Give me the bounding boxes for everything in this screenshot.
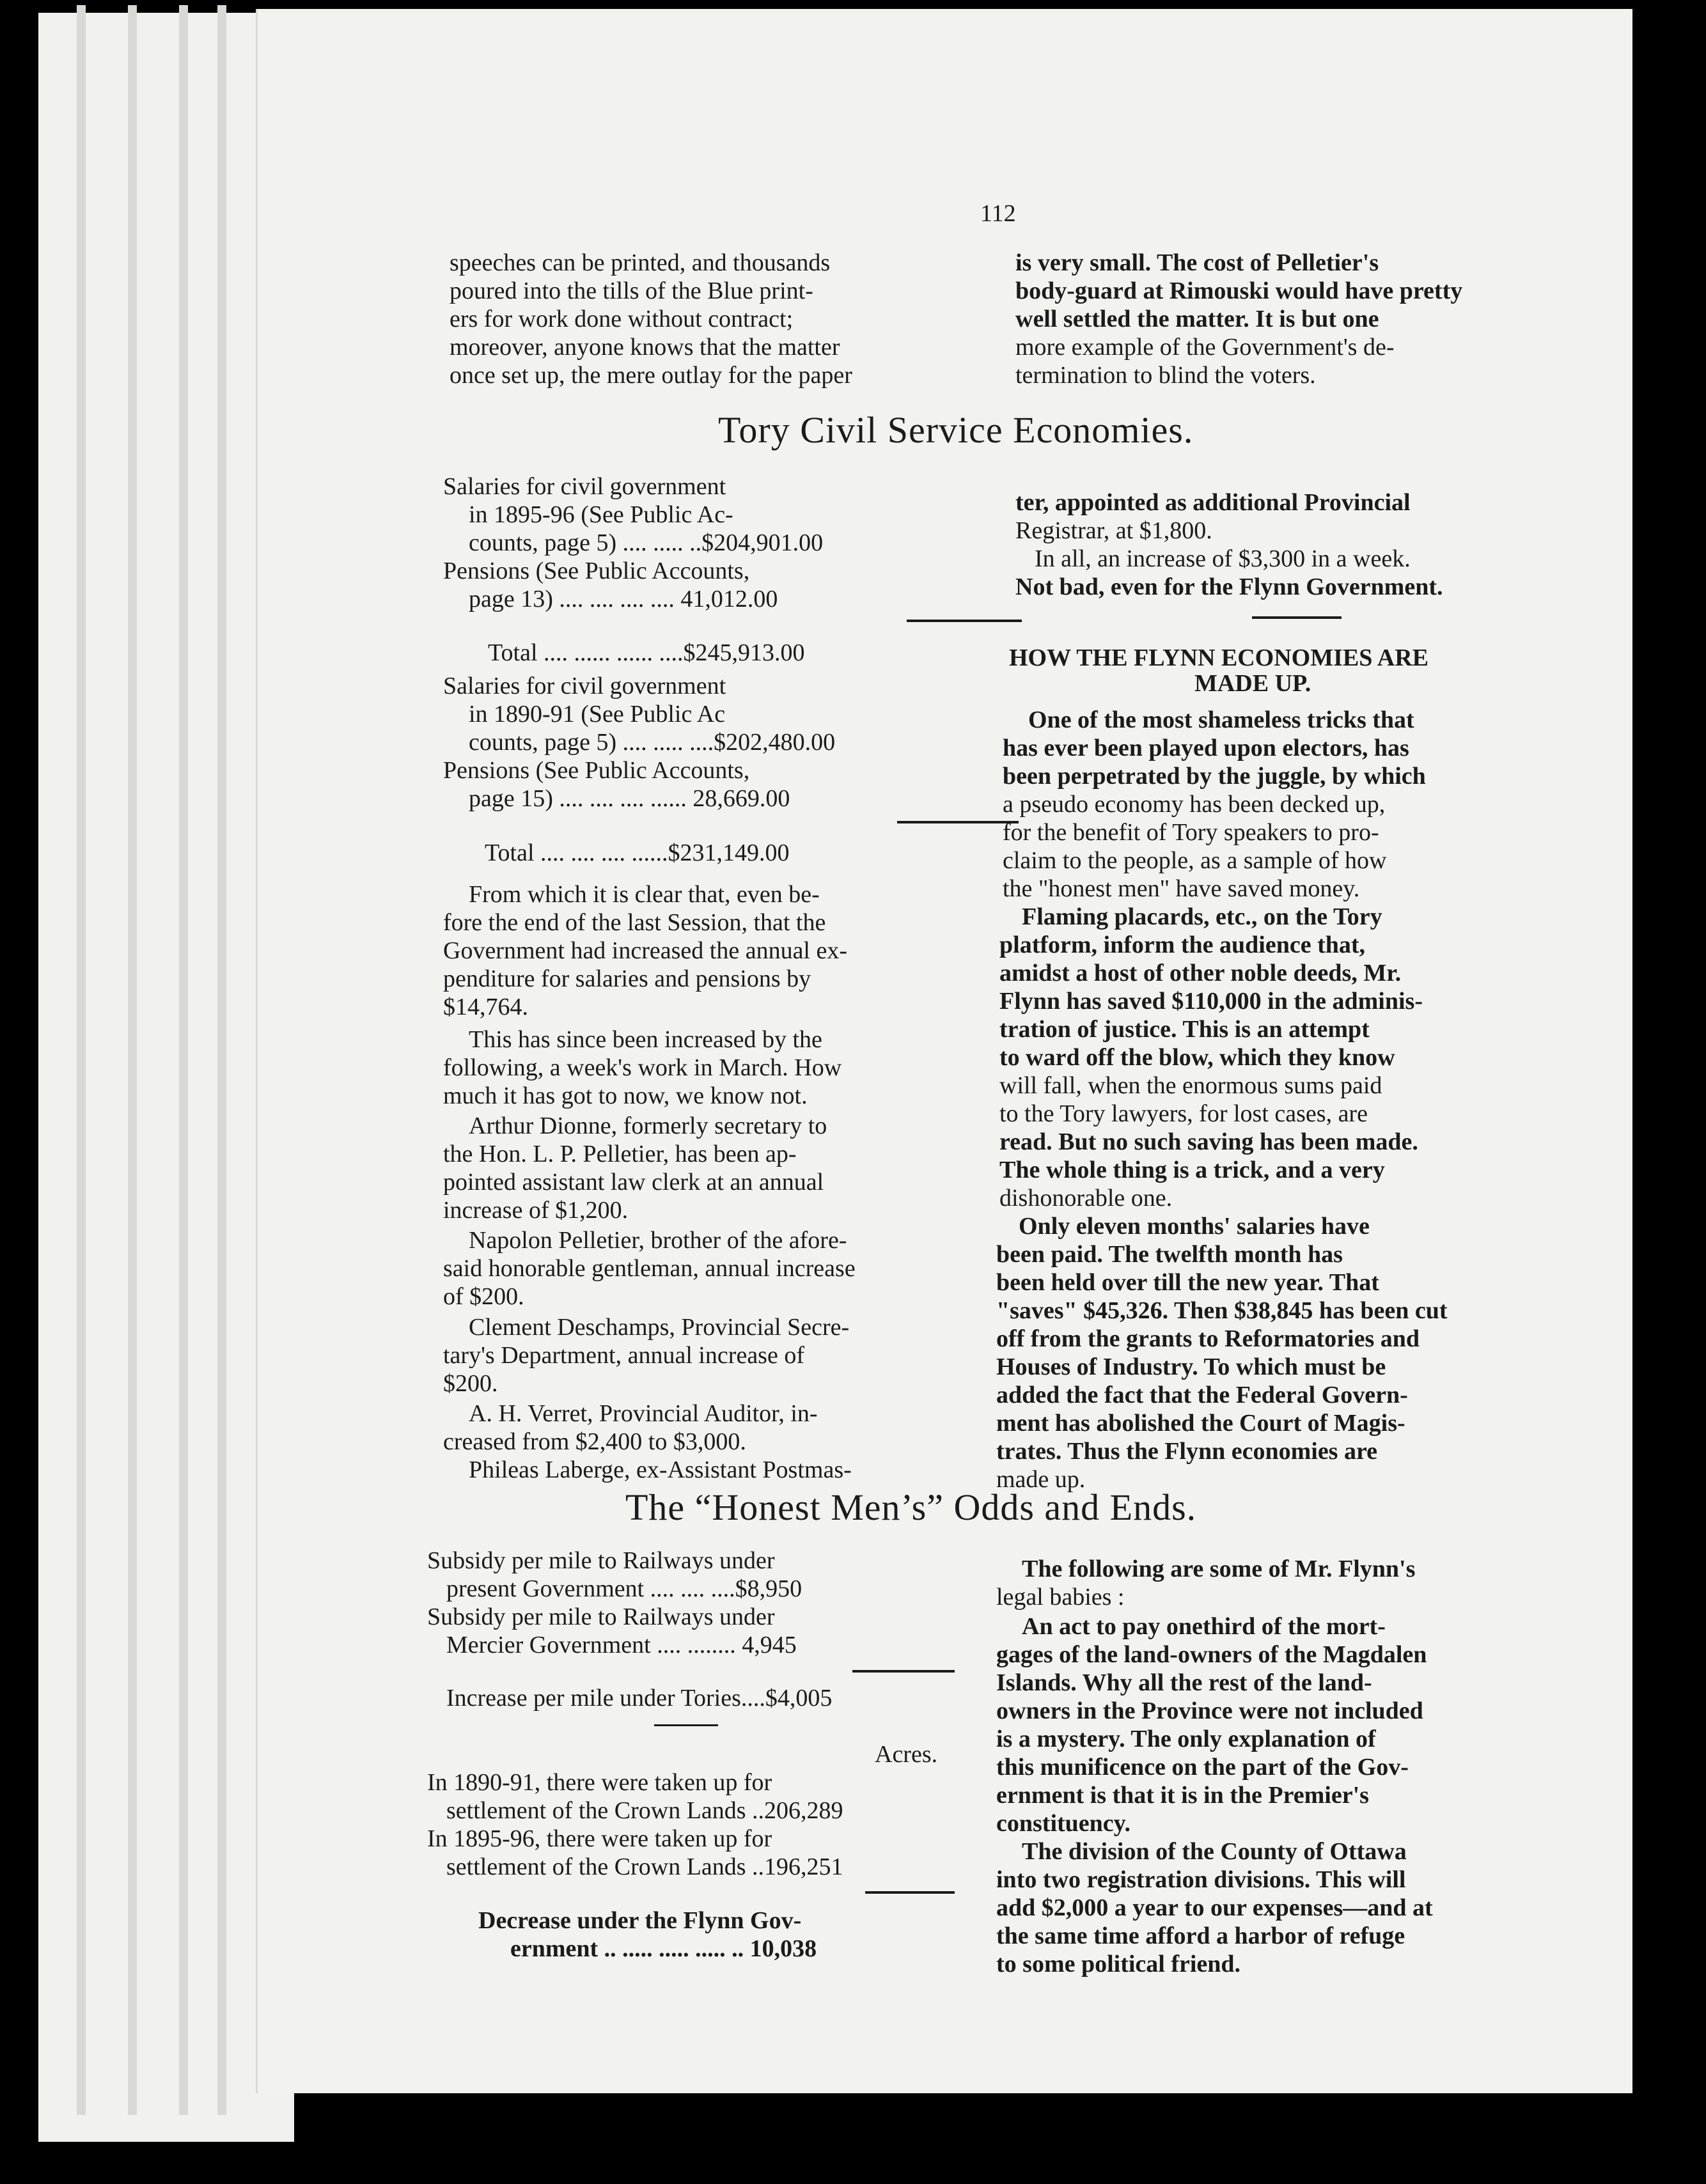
text-line: present Government .... .... ....$8,950	[446, 1575, 802, 1602]
section-title: The “Honest Men’s” Odds and Ends.	[625, 1486, 1197, 1528]
text-line: gages of the land-owners of the Magdalen	[996, 1641, 1427, 1668]
sum-rule	[897, 821, 1019, 823]
text-line: the Hon. L. P. Pelletier, has been ap-	[443, 1141, 797, 1167]
text-line: moreover, anyone knows that the matter	[450, 334, 840, 361]
text-line: Total .... .... .... ......$231,149.00	[485, 839, 790, 866]
text-line: said honorable gentleman, annual increase	[443, 1255, 856, 1282]
text-line: Napolon Pelletier, brother of the afore-	[469, 1227, 847, 1254]
section-divider	[1252, 616, 1342, 619]
text-line: ment has abolished the Court of Magis-	[996, 1410, 1405, 1437]
text-line: Flynn has saved $110,000 in the adminis-	[999, 988, 1423, 1015]
text-line: "saves" $45,326. Then $38,845 has been cut	[996, 1297, 1448, 1324]
text-line: Decrease under the Flynn Gov-	[478, 1907, 802, 1934]
text-line: following, a week's work in March. How	[443, 1054, 842, 1081]
text-line: Registrar, at $1,800.	[1015, 517, 1212, 544]
text-line: Mercier Government .... ........ 4,945	[446, 1632, 797, 1658]
page-edge-shadow	[179, 5, 188, 2115]
text-line: In all, an increase of $3,300 in a week.	[1035, 545, 1411, 572]
page-number: 112	[980, 200, 1016, 227]
text-line: Islands. Why all the rest of the land-	[996, 1669, 1372, 1696]
text-line: A. H. Verret, Provincial Auditor, in-	[469, 1400, 818, 1427]
text-line: ernment is that it is in the Premier's	[996, 1782, 1369, 1809]
text-line: termination to blind the voters.	[1015, 362, 1316, 389]
text-line: Flaming placards, etc., on the Tory	[1022, 903, 1382, 930]
text-line: ers for work done without contract;	[450, 306, 794, 332]
text-line: From which it is clear that, even be-	[469, 881, 820, 908]
text-line: ter, appointed as additional Provincial	[1015, 489, 1411, 516]
text-line: The following are some of Mr. Flynn's	[1022, 1556, 1416, 1582]
text-line: well settled the matter. It is but one	[1015, 306, 1379, 332]
page-edge-shadow	[217, 5, 226, 2115]
text-line: off from the grants to Reformatories and	[996, 1325, 1420, 1352]
text-line: in 1890-91 (See Public Ac	[469, 701, 726, 728]
text-line: page 15) .... .... .... ...... 28,669.00	[469, 785, 790, 812]
sum-rule	[907, 620, 1022, 622]
text-line: ernment .. ..... ..... ..... .. 10,038	[510, 1935, 817, 1962]
text-line: been perpetrated by the juggle, by which	[1003, 763, 1426, 790]
text-line: will fall, when the enormous sums paid	[999, 1072, 1382, 1099]
text-line: poured into the tills of the Blue print-	[450, 277, 813, 304]
text-line: One of the most shameless tricks that	[1028, 706, 1414, 733]
text-line: Total .... ...... ...... ....$245,913.00	[488, 639, 805, 666]
text-line: platform, inform the audience that,	[999, 932, 1366, 958]
text-line: tary's Department, annual increase of	[443, 1342, 804, 1369]
text-line: been paid. The twelfth month has	[996, 1241, 1343, 1268]
text-line: read. But no such saving has been made.	[999, 1128, 1418, 1155]
text-line: of $200.	[443, 1283, 524, 1310]
text-line: legal babies :	[996, 1584, 1125, 1611]
text-line: Clement Deschamps, Provincial Secre-	[469, 1314, 850, 1341]
text-line: The whole thing is a trick, and a very	[999, 1157, 1385, 1183]
text-line: in 1895-96 (See Public Ac-	[469, 501, 733, 528]
text-line: to some political friend.	[996, 1951, 1241, 1977]
text-line: settlement of the Crown Lands ..206,289	[446, 1797, 843, 1824]
text-line: counts, page 5) .... ..... ....$202,480.00	[469, 729, 836, 756]
text-line: to ward off the blow, which they know	[999, 1044, 1395, 1071]
page-edge-shadow	[128, 5, 137, 2115]
section-title: Tory Civil Service Economies.	[718, 409, 1194, 451]
text-line: the same time afford a harbor of refuge	[996, 1923, 1405, 1949]
text-line: is a mystery. The only explanation of	[996, 1726, 1376, 1752]
text-line: Phileas Laberge, ex-Assistant Postmas-	[469, 1456, 852, 1483]
text-line: body-guard at Rimouski would have pretty	[1015, 277, 1463, 304]
text-line: a pseudo economy has been decked up,	[1003, 791, 1386, 818]
text-line: penditure for salaries and pensions by	[443, 965, 811, 992]
text-line: constituency.	[996, 1810, 1131, 1837]
text-line: this munificence on the part of the Gov-	[996, 1754, 1409, 1781]
text-line: added the fact that the Federal Govern-	[996, 1382, 1408, 1408]
text-line: $14,764.	[443, 994, 528, 1020]
text-line: page 13) .... .... .... .... 41,012.00	[469, 586, 778, 612]
text-line: pointed assistant law clerk at an annual	[443, 1169, 824, 1196]
text-line: counts, page 5) .... ..... ..$204,901.00	[469, 529, 824, 556]
text-line: This has since been increased by the	[469, 1026, 822, 1053]
text-line: the "honest men" have saved money.	[1003, 875, 1360, 902]
text-line: An act to pay onethird of the mort-	[1022, 1613, 1386, 1640]
text-line: increase of $1,200.	[443, 1197, 629, 1224]
text-line: Subsidy per mile to Railways under	[427, 1603, 775, 1630]
text-line: speeches can be printed, and thousands	[450, 249, 831, 276]
text-line: made up.	[996, 1466, 1086, 1493]
text-line: once set up, the mere outlay for the paper	[450, 362, 852, 389]
text-line: Only eleven months' salaries have	[1019, 1213, 1370, 1240]
text-line: settlement of the Crown Lands ..196,251	[446, 1853, 843, 1880]
text-line: owners in the Province were not included	[996, 1697, 1423, 1724]
sum-rule	[865, 1891, 955, 1894]
text-line: amidst a host of other noble deeds, Mr.	[999, 960, 1402, 987]
text-line: Arthur Dionne, formerly secretary to	[469, 1112, 827, 1139]
text-line: been held over till the new year. That	[996, 1269, 1379, 1296]
sum-rule	[852, 1670, 955, 1673]
text-line: Houses of Industry. To which must be	[996, 1353, 1386, 1380]
text-line: trates. Thus the Flynn economies are	[996, 1438, 1378, 1465]
text-line: into two registration divisions. This will	[996, 1866, 1406, 1893]
text-line: has ever been played upon electors, has	[1003, 735, 1409, 761]
text-line: much it has got to now, we know not.	[443, 1082, 808, 1109]
text-line: Pensions (See Public Accounts,	[443, 558, 750, 584]
text-line: is very small. The cost of Pelletier's	[1015, 249, 1379, 276]
text-line: more example of the Government's de-	[1015, 334, 1395, 361]
text-line: Not bad, even for the Flynn Government.	[1015, 573, 1443, 600]
text-line: creased from $2,400 to $3,000.	[443, 1428, 746, 1455]
text-line: claim to the people, as a sample of how	[1003, 847, 1387, 874]
text-line: Salaries for civil government	[443, 473, 726, 500]
text-line: In 1895-96, there were taken up for	[427, 1825, 772, 1852]
text-line: add $2,000 a year to our expenses—and at	[996, 1894, 1433, 1921]
text-line: Increase per mile under Tories....$4,005	[446, 1685, 833, 1712]
text-line: Acres.	[875, 1741, 938, 1768]
page-edge-shadow	[77, 5, 86, 2115]
section-divider	[654, 1724, 718, 1726]
text-line: Government had increased the annual ex-	[443, 937, 848, 964]
text-line: dishonorable one.	[999, 1185, 1173, 1212]
text-line: In 1890-91, there were taken up for	[427, 1769, 772, 1796]
text-line: Subsidy per mile to Railways under	[427, 1547, 775, 1574]
subheading: MADE UP.	[1194, 670, 1311, 697]
text-line: Salaries for civil government	[443, 673, 726, 699]
text-line: The division of the County of Ottawa	[1022, 1838, 1407, 1865]
text-line: Pensions (See Public Accounts,	[443, 757, 750, 784]
text-line: to the Tory lawyers, for lost cases, are	[999, 1100, 1368, 1127]
text-line: for the benefit of Tory speakers to pro-	[1003, 819, 1379, 846]
document-page	[256, 9, 1632, 2093]
text-line: $200.	[443, 1370, 498, 1397]
text-line: tration of justice. This is an attempt	[999, 1016, 1370, 1043]
subheading: HOW THE FLYNN ECONOMIES ARE	[1009, 644, 1429, 671]
text-line: fore the end of the last Session, that the	[443, 909, 826, 936]
